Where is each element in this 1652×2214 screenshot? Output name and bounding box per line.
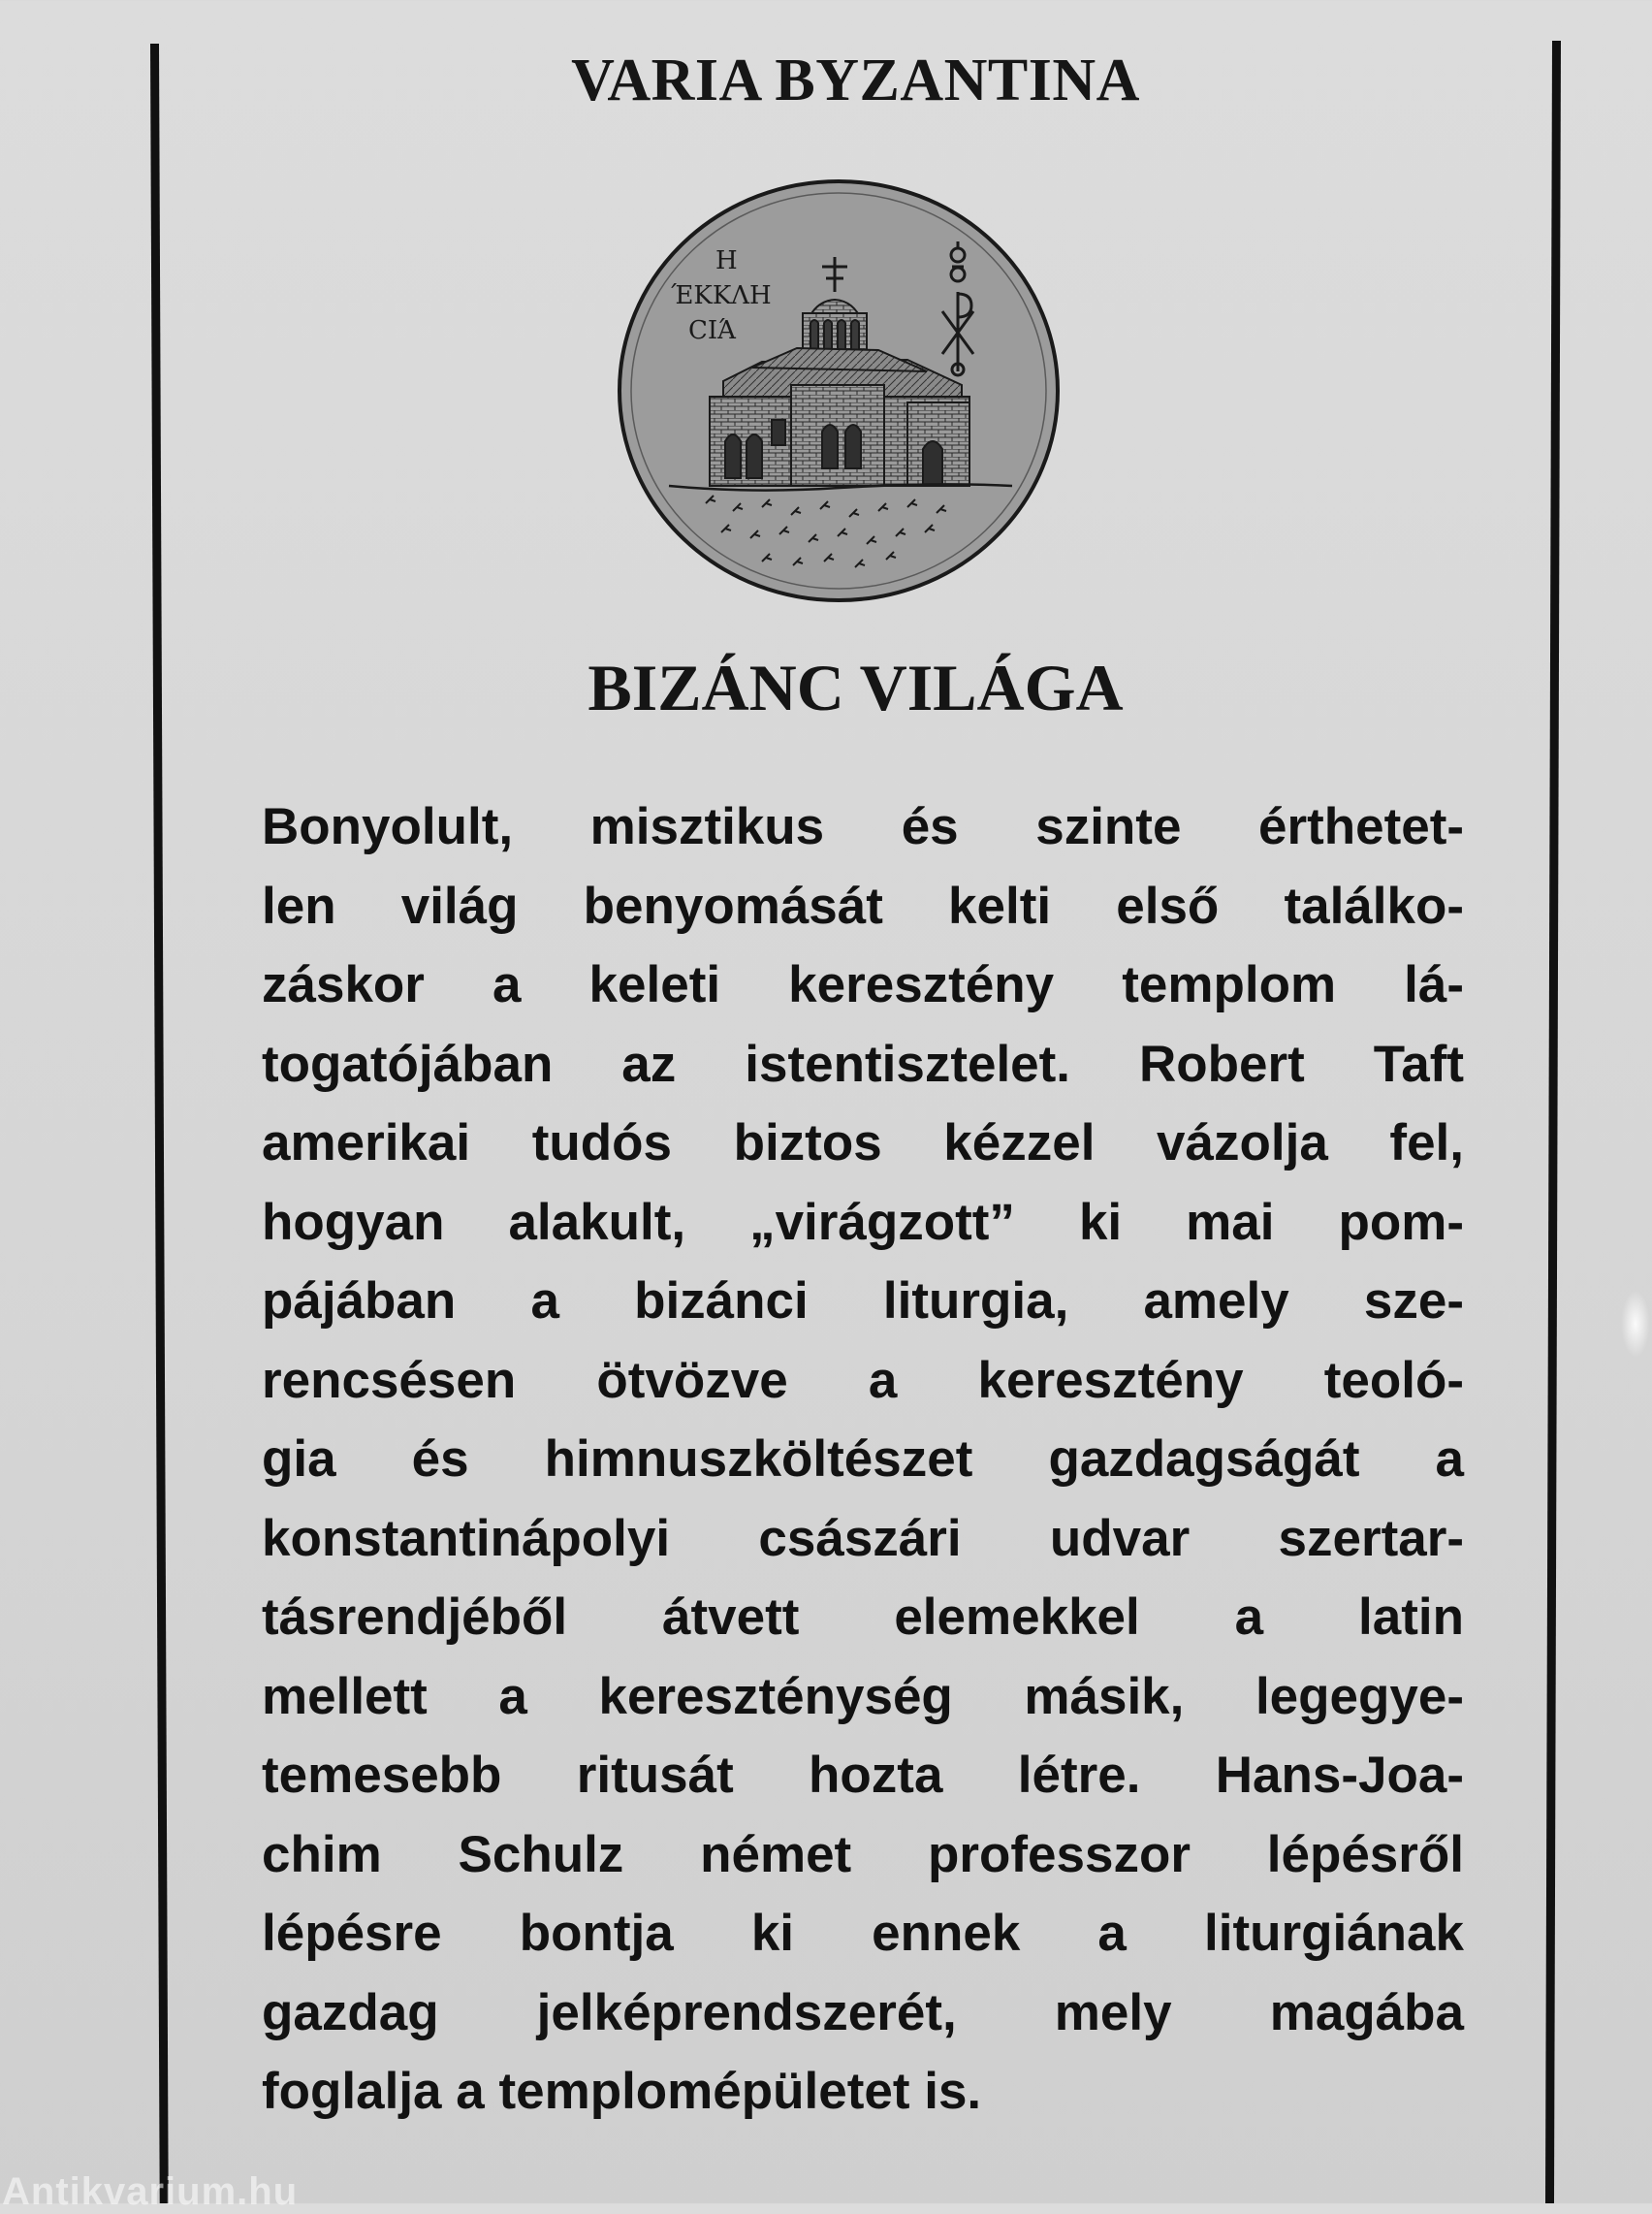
book-title: BIZÁNC VILÁGA (588, 651, 1124, 724)
emblem-inscription-line-3: CΙΆ (688, 316, 736, 345)
blurb-line: amerikai tudós biztos kézzel vázolja fel, (262, 1114, 1464, 1171)
blurb-line: mellett a kereszténység másik, legegye- (262, 1667, 1464, 1725)
blurb-line: chim Schulz német professzor lépésről (262, 1825, 1464, 1883)
blurb-line: záskor a keleti keresztény templom lá- (262, 956, 1464, 1013)
blurb-line: gazdag jelképrendszerét, mely magába (262, 1983, 1464, 2041)
blurb-line: temesebb ritusát hozta létre. Hans-Joa- (262, 1747, 1464, 1804)
blurb-line: Bonyolult, misztikus és szinte érthetet- (262, 798, 1464, 855)
blurb-line: gia és himnuszköltészet gazdagságát a (262, 1430, 1464, 1488)
emblem-inscription-line-1: Η (715, 246, 738, 275)
blurb-line: rencsésen ötvözve a keresztény teoló- (262, 1351, 1464, 1409)
blurb-text (262, 787, 1464, 2132)
emblem-inscription-line-2: ΈΚΚΛΗ (671, 281, 772, 310)
blurb-line: konstantinápolyi császári udvar szertar- (262, 1509, 1464, 1567)
series-title: VARIA BYZANTINA (571, 48, 1140, 113)
blurb-line: foglalja a templomépületet is. (262, 2063, 982, 2120)
blurb-line: togatójában az istentisztelet. Robert Taft (262, 1035, 1464, 1093)
blurb-line: lépésre bontja ki ennek a liturgiának (262, 1905, 1464, 1962)
church-coin-emblem-icon (617, 177, 1061, 604)
watermark: Antikvarium.hu (2, 2170, 299, 2213)
blurb-line: len világ benyomását kelti első találko- (262, 877, 1464, 935)
blurb-line: tásrendjéből átvett elemekkel a latin (262, 1588, 1464, 1646)
blurb-line: pájában a bizánci liturgia, amely sze- (262, 1272, 1464, 1330)
left-border-rule (150, 44, 169, 2203)
right-border-rule (1545, 41, 1561, 2203)
blurb-line: hogyan alakult, „virágzott” ki mai pom- (262, 1193, 1464, 1251)
light-glare (1621, 1290, 1650, 1358)
